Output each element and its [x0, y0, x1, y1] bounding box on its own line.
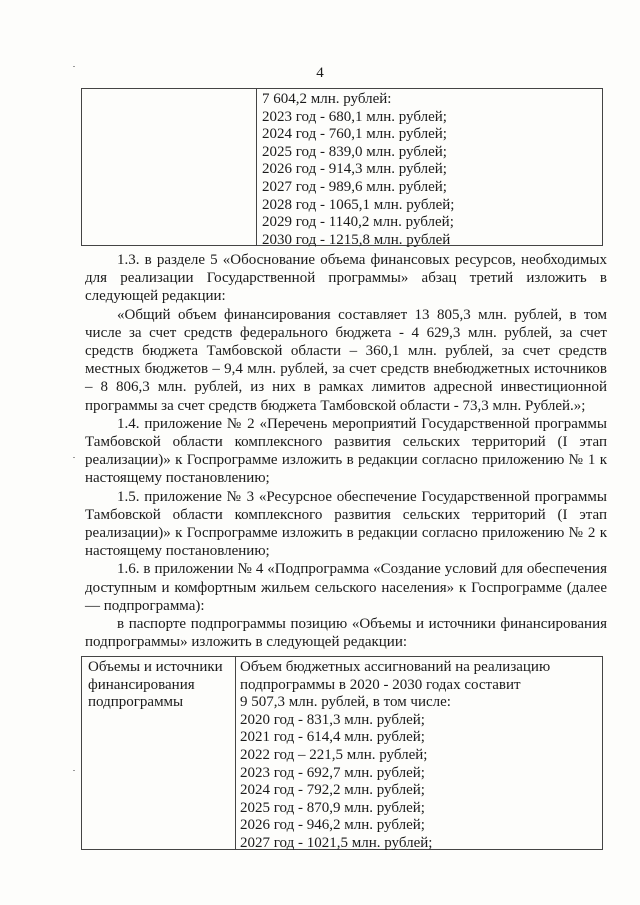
table-line: 2027 год - 1021,5 млн. рублей; — [240, 834, 433, 851]
paragraph-1-6: 1.6. в приложении № 4 «Подпрограмма «Создание условий для обеспечения доступным и комфортным жильем сельского населения» к Госпрограмме (далее — подпрограмма): — [85, 561, 607, 614]
paragraph-1-4: 1.4. приложение № 2 «Перечень мероприятий Государственной программы Тамбовской области комплексного развития сельских территорий (I этап реализации)» к Госпрограмме изложить в редакции согласно приложению № 1 к настоящему постановлению; — [85, 415, 607, 487]
paragraph-1-3: 1.3. в разделе 5 «Обоснование объема финансовых ресурсов, необходимых для реализации Государственной программы» абзац третий изложить в следующей редакции: — [85, 252, 607, 305]
paragraph-passport: в паспорте подпрограммы позицию «Объемы и источники финансирования подпрограммы» изложить в следующей редакции: — [85, 616, 607, 651]
table-divider — [235, 657, 236, 849]
table-label: Объемы и источники финансирования подпрограммы — [88, 659, 223, 711]
table-divider — [256, 89, 257, 245]
table-line: 2026 год - 946,2 млн. рублей; — [240, 817, 425, 834]
margin-mark — [73, 770, 75, 771]
table-line: 2027 год - 989,6 млн. рублей; — [262, 178, 447, 195]
table-line: 2025 год - 839,0 млн. рублей; — [262, 143, 447, 160]
table-line: 9 507,3 млн. рублей, в том числе: — [240, 694, 451, 711]
bottom-table — [81, 656, 603, 850]
table-line: 2023 год - 680,1 млн. рублей; — [262, 108, 447, 125]
table-line: 2020 год - 831,3 млн. рублей; — [240, 711, 425, 728]
table-line: 2021 год - 614,4 млн. рублей; — [240, 729, 425, 746]
page-number: 4 — [316, 65, 324, 81]
table-line: 2026 год - 914,3 млн. рублей; — [262, 161, 447, 178]
table-line: 7 604,2 млн. рублей: — [262, 91, 392, 107]
table-line: 2029 год - 1140,2 млн. рублей; — [262, 214, 454, 231]
paragraph-quote: «Общий объем финансирования составляет 13 805,3 млн. рублей, в том числе за счет средств федерального бюджета - 4 629,3 млн. рублей, за счет средств бюджета Тамбовской области – 360,1 млн. рублей, за счет средств местных бюджетов – 9,4 млн. рублей, за счет средств внебюджетных источников – 8 806,3 млн. рублей, из них в рамках лимитов адресной инвестиционной программы за счет средств бюджета Тамбовской области - 73,3 млн. Рублей.»; — [85, 306, 607, 414]
table-line: 2024 год - 792,2 млн. рублей; — [240, 782, 425, 799]
margin-mark — [73, 457, 75, 458]
table-line: 2028 год - 1065,1 млн. рублей; — [262, 196, 455, 213]
table-line: 2022 год – 221,5 млн. рублей; — [240, 746, 428, 763]
top-table-cell — [262, 91, 454, 249]
paragraph-1-5: 1.5. приложение № 3 «Ресурсное обеспечение Государственной программы Тамбовской области комплексного развития сельских территорий (I этап реализации)» к Госпрограмме изложить в редакции согласно приложению № 2 к настоящему постановлению; — [85, 488, 607, 560]
table-value-cell — [240, 659, 600, 853]
body-text — [85, 251, 607, 651]
table-intro: Объем бюджетных ассигнований на реализацию подпрограммы в 2020 - 2030 годах составит — [240, 659, 551, 693]
table-line: 2023 год - 692,7 млн. рублей; — [240, 764, 425, 781]
table-line: 2025 год - 870,9 млн. рублей; — [240, 799, 425, 816]
table-line: 2030 год - 1215,8 млн. рублей — [262, 231, 451, 248]
table-line: 2024 год - 760,1 млн. рублей; — [262, 126, 447, 143]
top-table — [81, 88, 603, 246]
